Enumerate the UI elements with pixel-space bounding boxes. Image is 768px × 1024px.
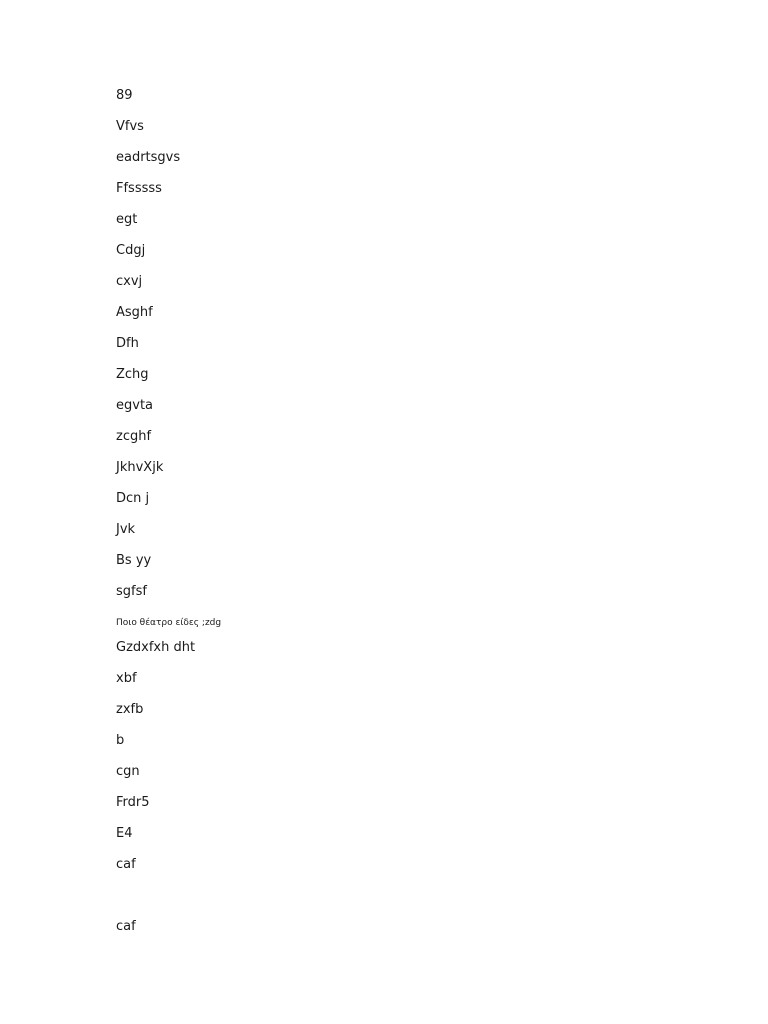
text-line: Zchg [116,367,149,382]
text-line: egt [116,212,138,227]
text-line: eadrtsgvs [116,150,181,165]
text-lines [116,86,221,948]
text-line: egvta [116,398,154,413]
text-line: Cdgj [116,243,146,258]
text-line: Frdr5 [116,795,150,810]
text-line: zxfb [116,702,144,717]
text-line: Ffsssss [116,181,162,196]
text-line: Dcn j [116,491,150,506]
text-line: b [116,733,125,748]
text-line: caf [116,919,136,934]
text-line: E4 [116,826,133,841]
text-line: Dfh [116,336,139,351]
text-line: JkhvXjk [116,460,164,475]
text-line: 89 [116,88,133,103]
text-line: xbf [116,671,137,686]
text-line-small: Ποιο θέατρο είδες ;zdg [116,618,222,628]
text-line: Asghf [116,305,153,320]
text-line: cgn [116,764,140,779]
text-line: Vfvs [116,119,144,134]
text-line: Jvk [116,522,136,537]
text-line: Gzdxfxh dht [116,640,196,655]
text-line: zcghf [116,429,152,444]
text-line: cxvj [116,274,143,289]
text-line: sgfsf [116,584,147,599]
text-line: Bs yy [116,553,152,568]
text-line: caf [116,857,136,872]
